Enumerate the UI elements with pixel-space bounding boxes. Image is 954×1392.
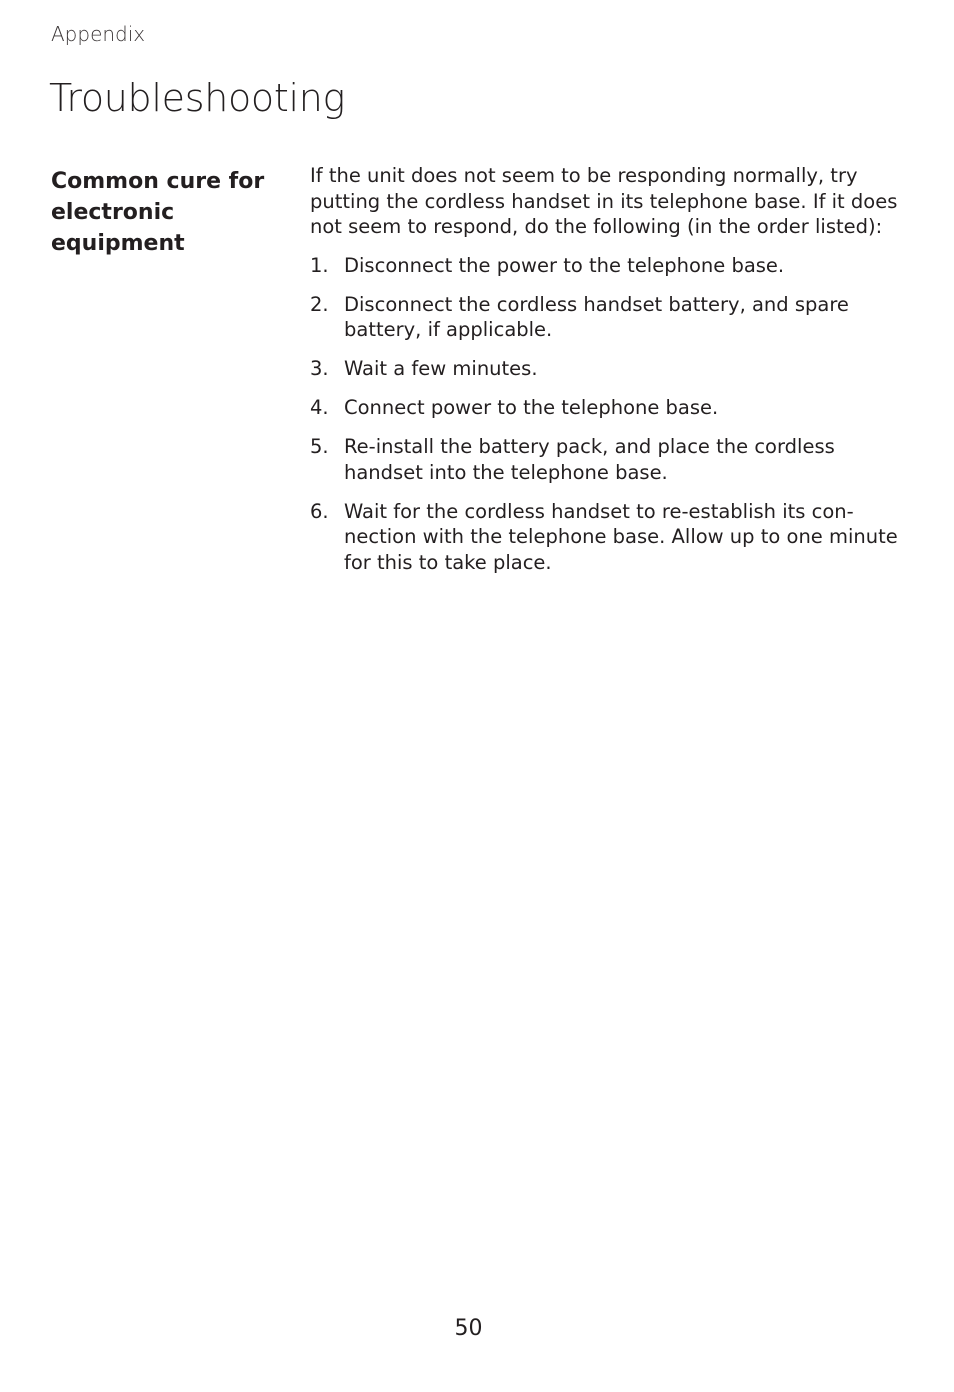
list-item [310,395,900,421]
step-text: Disconnect the cordless handset battery, and spare battery, if applicable. [344,292,849,341]
list-item [310,434,900,485]
step-number: 4. [310,396,329,419]
page-title: Troubleshooting [49,76,346,120]
step-number: 5. [310,435,329,458]
page-number: 50 [454,1316,483,1341]
step-number: 3. [310,357,329,380]
section-label: Appendix [51,22,146,46]
list-item [310,292,900,343]
step-text: Wait a few minutes. [344,357,538,380]
step-number: 6. [310,499,329,523]
steps-list [310,253,900,576]
step-number: 1. [310,253,329,277]
step-text: Re-install the battery pack, and place the cordless handset into the telephone base. [344,435,835,484]
list-item [310,356,900,382]
intro-paragraph: If the unit does not seem to be responding normally, try putting the cordless handset in its telephone base. If it does not seem to respond, do the following (in the order listed): [310,164,898,238]
step-text: Wait for the cordless handset to re-establish its con-nection with the telephone base. Allow up to one minute for this to take place. [344,499,898,574]
step-text: Disconnect the power to the telephone base. [344,253,785,277]
step-text: Connect power to the telephone base. [344,396,719,419]
topic-body [310,163,900,589]
step-number: 2. [310,292,329,316]
list-item [310,253,900,279]
topic-heading: Common cure for electronic equipment [51,169,265,256]
list-item [310,499,900,576]
